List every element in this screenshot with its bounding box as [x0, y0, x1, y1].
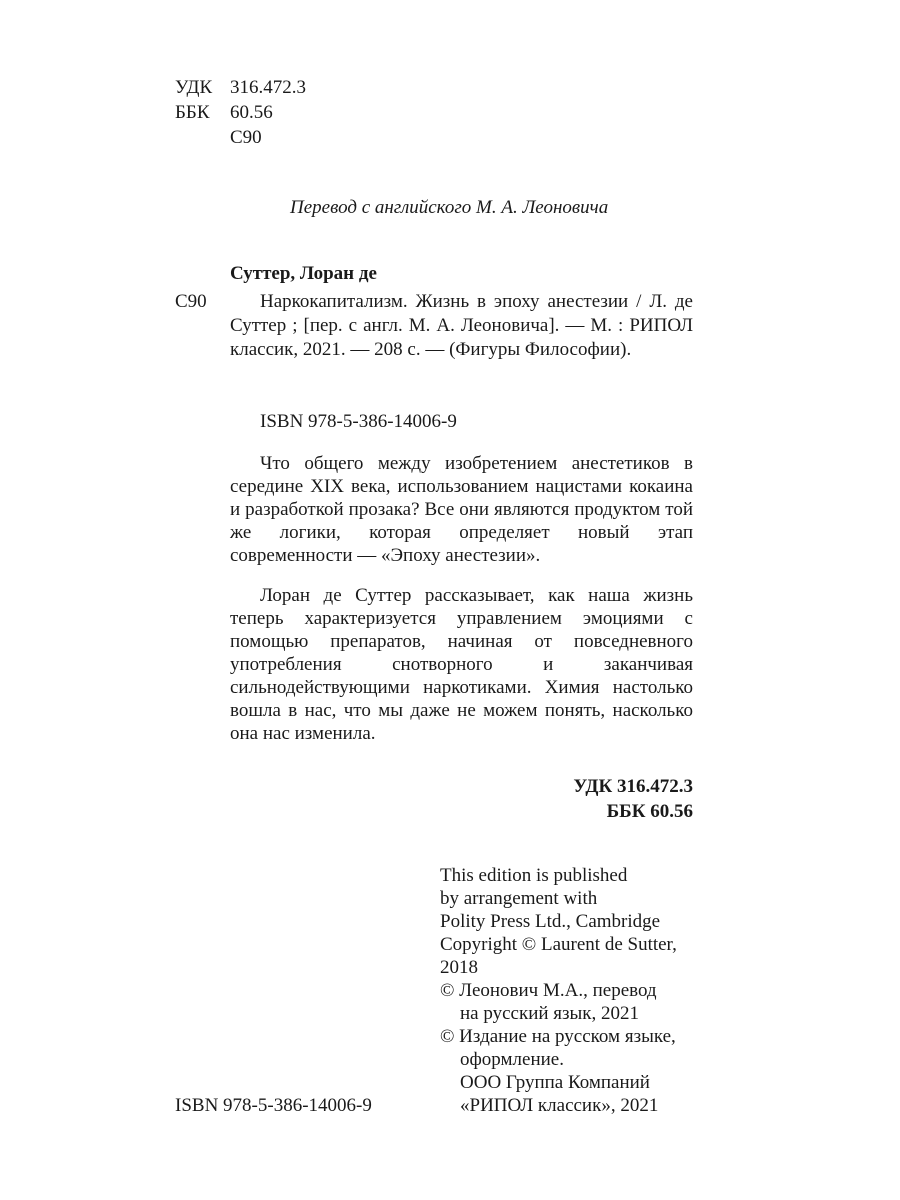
- rights-line: by arrangement with: [440, 888, 598, 909]
- rights-block: [440, 864, 677, 1117]
- bibliographic-isbn: ISBN 978-5-386-14006-9: [260, 411, 457, 432]
- rights-line: «РИПОЛ классик», 2021: [460, 1095, 659, 1116]
- rights-line: Copyright © Laurent de Sutter,: [440, 934, 677, 955]
- footer-isbn: ISBN 978-5-386-14006-9: [175, 1095, 372, 1116]
- rights-line: Polity Press Ltd., Cambridge: [440, 911, 661, 932]
- bbk-label: ББК: [175, 102, 210, 123]
- udk-label: УДК: [175, 77, 213, 98]
- rights-line: ООО Группа Компаний: [460, 1072, 650, 1093]
- bbk-value: 60.56: [230, 102, 273, 123]
- translation-note: Перевод с английского М. А. Леоновича: [290, 197, 609, 218]
- author-mark: С90: [230, 127, 262, 148]
- author-heading: Суттер, Лоран де: [230, 263, 377, 284]
- annotation-paragraph-1: Что общего между изобретением анестетиков в середине XIX века, использованием нацистами кокаина и разработкой прозака? Все они являются продуктом той же логики, которая определяет новый этап современности — «Эпоху анестезии».: [230, 453, 693, 566]
- rights-line: © Издание на русском языке,: [440, 1026, 676, 1047]
- rights-line: на русский язык, 2021: [460, 1003, 640, 1024]
- annotation-paragraph-2: Лоран де Суттер рассказывает, как наша жизнь теперь характеризуется управлением эмоциями с помощью препаратов, начиная от повседневного употребления снотворного и заканчивая сильнодействующими наркотиками. Химия настолько вошла в нас, что мы даже не можем понять, насколько она нас изменила.: [230, 585, 693, 744]
- bibliographic-author-mark: С90: [175, 291, 207, 312]
- bibliographic-description: Наркокапитализм. Жизнь в эпоху анестезии / Л. де Суттер ; [пер. с англ. М. А. Леоновича]. — М. : РИПОЛ классик, 2021. — 208 с. — (Фигуры Философии).: [230, 291, 693, 360]
- rights-line: 2018: [440, 957, 478, 978]
- rights-line: оформление.: [460, 1049, 564, 1070]
- classification-udk: УДК 316.472.3: [573, 776, 693, 797]
- udk-value: 316.472.3: [230, 77, 306, 98]
- rights-line: © Леонович М.А., перевод: [440, 980, 657, 1001]
- rights-line: This edition is published: [440, 865, 628, 886]
- classification-bbk: ББК 60.56: [606, 801, 693, 822]
